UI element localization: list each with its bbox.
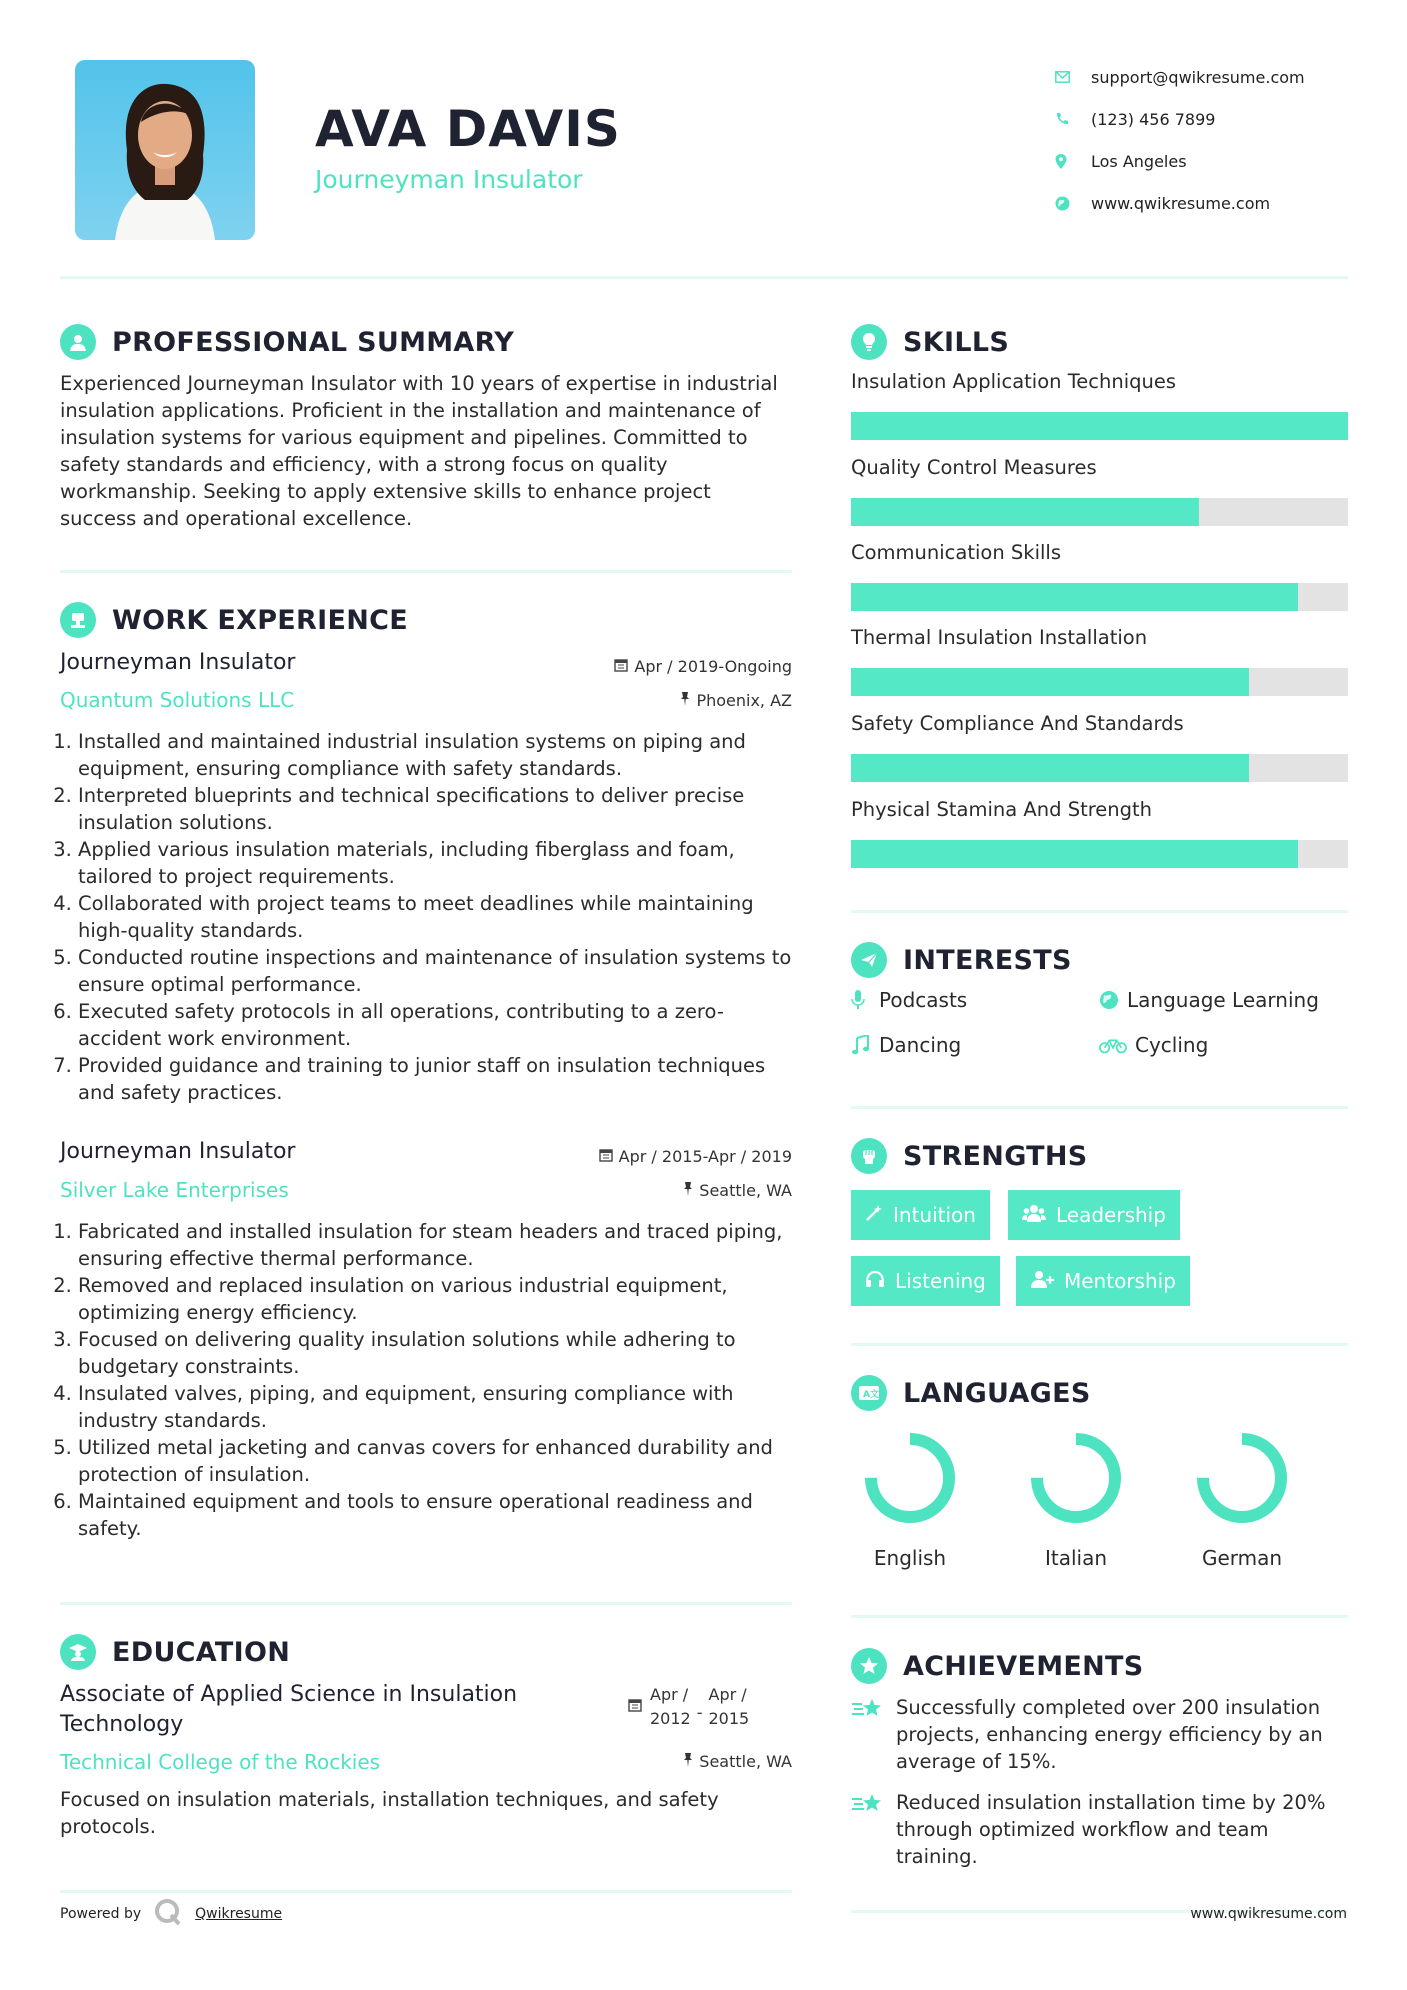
user-icon bbox=[60, 324, 96, 360]
summary-text: Experienced Journeyman Insulator with 10 years of expertise in industrial insulation applications. Proficient in the installation and maintenance of insulation systems for various equipment and pipelines. Committed to safety standards and efficiency, with a strong focus on quality workmanship. Seeking to apply extensive skills to enhance project success and operational excellence. bbox=[60, 372, 778, 530]
skill-item: Thermal Insulation Installation bbox=[851, 626, 1348, 696]
list-item: 2. Removed and replaced insulation on various industrial equipment, optimizing energy efficiency. bbox=[78, 1272, 792, 1326]
list-item: 6. Executed safety protocols in all operations, contributing to a zero-accident work environment. bbox=[78, 998, 792, 1052]
pushpin-icon bbox=[683, 1752, 693, 1771]
briefcase-icon bbox=[60, 602, 96, 638]
globe-icon bbox=[1099, 990, 1127, 1010]
contact-phone[interactable]: (123) 456 7899 bbox=[1055, 98, 1385, 140]
bicycle-icon bbox=[1099, 1036, 1127, 1054]
strength-badge: Intuition bbox=[851, 1190, 990, 1240]
list-item: 1. Fabricated and installed insulation for steam headers and traced piping, ensuring effective thermal performance. bbox=[78, 1218, 792, 1272]
interest-item: Language Learning bbox=[1099, 988, 1319, 1012]
skill-item: Physical Stamina And Strength bbox=[851, 798, 1348, 868]
contact-email[interactable]: support@qwikresume.com bbox=[1055, 56, 1385, 98]
globe-icon bbox=[1055, 194, 1091, 212]
translate-icon bbox=[851, 1375, 887, 1411]
skill-item: Safety Compliance And Standards bbox=[851, 712, 1348, 782]
list-item: 7. Provided guidance and training to junior staff on insulation techniques and safety practices. bbox=[78, 1052, 792, 1106]
job-1-title: Journeyman Insulator bbox=[60, 650, 296, 675]
summary-heading: PROFESSIONAL SUMMARY bbox=[60, 324, 514, 360]
list-item: 2. Interpreted blueprints and technical specifications to deliver precise insulation solutions. bbox=[78, 782, 792, 836]
music-note-icon bbox=[851, 1035, 879, 1055]
skill-bar bbox=[851, 583, 1348, 611]
language-item: English bbox=[845, 1428, 975, 1570]
language-ring bbox=[860, 1428, 960, 1528]
skills-divider bbox=[851, 910, 1348, 913]
svg-text:A: A bbox=[863, 1390, 870, 1400]
work-heading: WORK EXPERIENCE bbox=[60, 602, 408, 638]
shooting-star-icon bbox=[851, 1694, 896, 1775]
education-description: Focused on insulation materials, installation techniques, and safety protocols. bbox=[60, 1788, 719, 1838]
education-location: Seattle, WA bbox=[500, 1752, 792, 1771]
strength-badge: Listening bbox=[851, 1256, 1000, 1306]
skill-bar bbox=[851, 412, 1348, 440]
skill-bar-fill bbox=[851, 668, 1249, 696]
contact-website[interactable]: www.qwikresume.com bbox=[1055, 182, 1385, 224]
shooting-star-icon bbox=[851, 1789, 896, 1870]
list-item: 4. Insulated valves, piping, and equipment, ensuring compliance with industry standards. bbox=[78, 1380, 792, 1434]
interests-heading: INTERESTS bbox=[851, 942, 1072, 978]
pushpin-icon bbox=[680, 691, 690, 710]
skill-item: Insulation Application Techniques bbox=[851, 370, 1348, 440]
candidate-title: Journeyman Insulator bbox=[315, 165, 583, 194]
phone-icon bbox=[1055, 110, 1091, 128]
list-item: 3. Focused on delivering quality insulation solutions while adhering to budgetary constraints. bbox=[78, 1326, 792, 1380]
users-icon bbox=[1022, 1203, 1046, 1227]
profile-photo bbox=[75, 60, 255, 240]
skill-bar bbox=[851, 754, 1348, 782]
lightbulb-icon bbox=[851, 324, 887, 360]
school-name: Technical College of the Rockies bbox=[60, 1750, 381, 1774]
graduate-icon bbox=[60, 1634, 96, 1670]
achievement-item: Reduced insulation installation time by 20% through optimized workflow and team training. bbox=[851, 1789, 1351, 1870]
user-plus-icon bbox=[1030, 1269, 1054, 1293]
footer-website[interactable]: www.qwikresume.com bbox=[1190, 1906, 1347, 1922]
contact-list bbox=[1055, 56, 1385, 224]
job-1-date: Apr / 2019-Ongoing bbox=[500, 657, 792, 676]
paper-plane-icon bbox=[851, 942, 887, 978]
qwikresume-logo-icon bbox=[153, 1897, 183, 1931]
education-dates: Apr / 2012 - Apr / 2015 bbox=[628, 1683, 749, 1731]
strengths-divider bbox=[851, 1343, 1348, 1346]
magic-wand-icon bbox=[865, 1203, 883, 1227]
candidate-name: AVA DAVIS bbox=[315, 100, 621, 158]
pushpin-icon bbox=[683, 1181, 693, 1200]
skill-item: Quality Control Measures bbox=[851, 456, 1348, 526]
job-2-title: Journeyman Insulator bbox=[60, 1139, 296, 1164]
achievements-heading: ACHIEVEMENTS bbox=[851, 1648, 1144, 1684]
skill-bar-fill bbox=[851, 840, 1298, 868]
skills-heading: SKILLS bbox=[851, 324, 1009, 360]
calendar-icon bbox=[614, 657, 628, 676]
strength-badge: Mentorship bbox=[1016, 1256, 1190, 1306]
skill-bar bbox=[851, 840, 1348, 868]
job-2-location: Seattle, WA bbox=[500, 1181, 792, 1200]
skill-bar-fill bbox=[851, 498, 1199, 526]
list-item: 6. Maintained equipment and tools to ensure operational readiness and safety. bbox=[78, 1488, 792, 1542]
interest-item: Podcasts bbox=[851, 988, 967, 1012]
job-1-company: Quantum Solutions LLC bbox=[60, 688, 295, 712]
list-item: 4. Collaborated with project teams to meet deadlines while maintaining high-quality standards. bbox=[78, 890, 792, 944]
language-item: German bbox=[1177, 1428, 1307, 1570]
qwikresume-link[interactable]: Qwikresume bbox=[195, 1906, 283, 1922]
achievement-item: Successfully completed over 200 insulation projects, enhancing energy efficiency by an average of 15%. bbox=[851, 1694, 1351, 1775]
languages-divider bbox=[851, 1615, 1348, 1618]
job-2-duties bbox=[60, 1218, 792, 1542]
fist-icon bbox=[851, 1138, 887, 1174]
skill-bar-fill bbox=[851, 412, 1348, 440]
language-item: Italian bbox=[1011, 1428, 1141, 1570]
skill-item: Communication Skills bbox=[851, 541, 1348, 611]
skill-bar bbox=[851, 498, 1348, 526]
languages-heading: A 文 LANGUAGES bbox=[851, 1375, 1091, 1411]
strength-badge: Leadership bbox=[1008, 1190, 1180, 1240]
contact-location: Los Angeles bbox=[1055, 140, 1385, 182]
footer-powered-by: Powered by Qwikresume bbox=[60, 1897, 282, 1931]
list-item: 1. Installed and maintained industrial insulation systems on piping and equipment, ensuring compliance with safety standards. bbox=[78, 728, 792, 782]
education-divider bbox=[60, 1890, 792, 1893]
language-ring bbox=[1026, 1428, 1126, 1528]
skill-bar bbox=[851, 668, 1348, 696]
list-item: 5. Utilized metal jacketing and canvas covers for enhanced durability and protection of insulation. bbox=[78, 1434, 792, 1488]
star-icon bbox=[851, 1648, 887, 1684]
microphone-icon bbox=[851, 990, 879, 1010]
strengths-heading: STRENGTHS bbox=[851, 1138, 1088, 1174]
job-2-date: Apr / 2015-Apr / 2019 bbox=[500, 1147, 792, 1166]
language-ring bbox=[1192, 1428, 1292, 1528]
headphones-icon bbox=[865, 1269, 885, 1293]
education-heading: EDUCATION bbox=[60, 1634, 290, 1670]
envelope-icon bbox=[1055, 68, 1091, 86]
map-pin-icon bbox=[1055, 152, 1091, 170]
job-1-duties bbox=[60, 728, 792, 1106]
job-1-location: Phoenix, AZ bbox=[500, 691, 792, 710]
work-divider bbox=[60, 1602, 792, 1605]
calendar-icon bbox=[599, 1147, 613, 1166]
interests-divider bbox=[851, 1106, 1348, 1109]
skill-bar-fill bbox=[851, 754, 1249, 782]
interest-item: Cycling bbox=[1099, 1033, 1208, 1057]
list-item: 5. Conducted routine inspections and maintenance of insulation systems to ensure optimal performance. bbox=[78, 944, 792, 998]
list-item: 3. Applied various insulation materials, including fiberglass and foam, tailored to project requirements. bbox=[78, 836, 792, 890]
degree-title: Associate of Applied Science in Insulation Technology bbox=[60, 1682, 518, 1737]
skill-bar-fill bbox=[851, 583, 1298, 611]
svg-text:文: 文 bbox=[870, 1390, 880, 1400]
calendar-icon bbox=[628, 1695, 642, 1719]
job-2-company: Silver Lake Enterprises bbox=[60, 1178, 289, 1202]
interest-item: Dancing bbox=[851, 1033, 961, 1057]
header-divider bbox=[60, 276, 1348, 279]
summary-divider bbox=[60, 570, 792, 573]
